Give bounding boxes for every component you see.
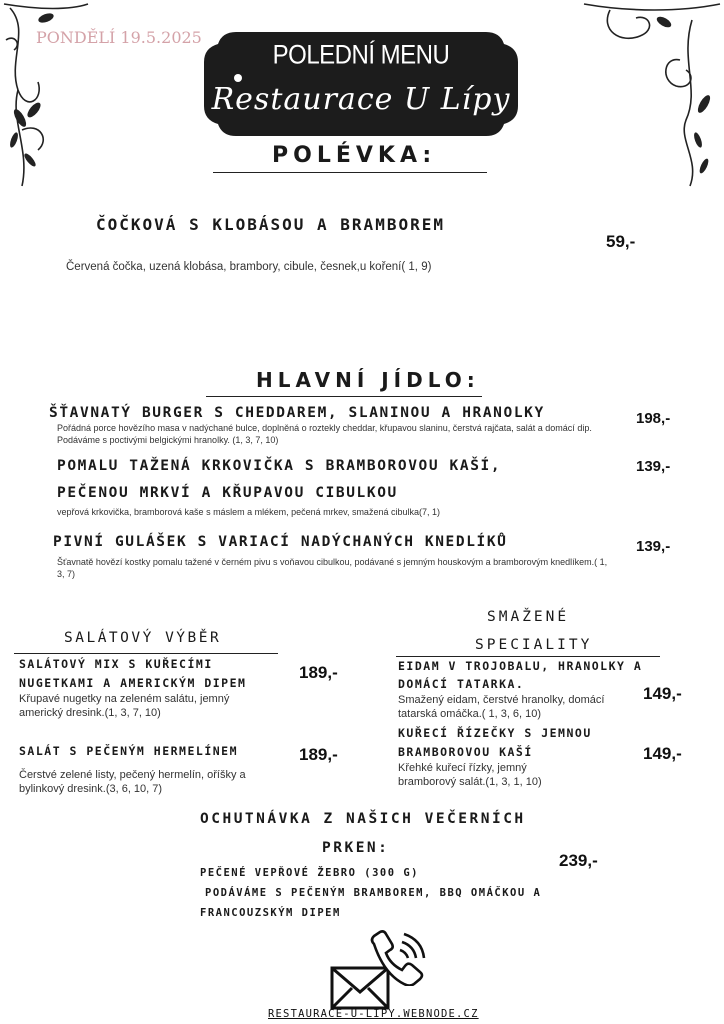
salads-heading: SALÁTOVÝ VÝBĚR — [64, 630, 222, 646]
banner-restaurant-name: Restaurace U Lípy — [211, 82, 511, 117]
salad-2-price: 189,- — [299, 745, 338, 764]
soup-heading-rule — [213, 172, 487, 173]
main-item-3-description: Šťavnatě hovězí kostky pomalu tažené v černém pivu s voňavou cibulkou, podávané s jemným houskovým a bramborovým knedlíkem.( 1, 3, 7) — [57, 557, 608, 579]
fried-heading-line2: SPECIALITY — [475, 637, 593, 653]
salad-1-price: 189,- — [299, 663, 338, 682]
banner-title: POLEDNÍ MENU — [272, 40, 450, 71]
main-item-1-description: Pořádná porce hovězího masa v nadýchané bulce, doplněná o roztekly cheddar, křupavou slaninu, čerstvá rajčata, salát a domácí dip. Podáváme s poctivými belgickými hranolky. (1, 3, 7, 10) — [57, 423, 592, 445]
main-heading-rule — [206, 396, 482, 397]
menu-date: PONDĚLÍ 19.5.2025 — [36, 28, 202, 47]
evening-heading-line1: OCHUTNÁVKA Z NAŠICH VEČERNÍCH — [200, 811, 526, 827]
evening-item-line1: PEČENÉ VEPŘOVÉ ŽEBRO (300 G) — [200, 867, 420, 879]
fried-heading-rule — [396, 656, 660, 657]
main-item-1-name: ŠŤAVNATÝ BURGER S CHEDDAREM, SLANINOU A HRANOLKY — [49, 405, 545, 421]
main-item-2-name-line1: POMALU TAŽENÁ KRKOVIČKA S BRAMBOROVOU KAŠÍ, — [57, 458, 502, 474]
salad-1-description: Křupavé nugetky na zeleném salátu, jemný americký dresink.(1, 3, 7, 10) — [19, 693, 230, 719]
salad-2-name: SALÁT S PEČENÝM HERMELÍNEM — [19, 744, 239, 758]
evening-price: 239,- — [559, 851, 598, 870]
main-item-3-name: PIVNÍ GULÁŠEK S VARIACÍ NADÝCHANÝCH KNEDLÍKŮ — [53, 534, 508, 550]
fried-1-name-line1: EIDAM V TROJOBALU, HRANOLKY A — [398, 659, 643, 673]
main-item-1-price: 198,- — [636, 410, 671, 427]
soup-heading: POLÉVKA: — [272, 143, 437, 168]
main-item-2-price: 139,- — [636, 458, 671, 475]
main-item-2-description: vepřová krkovička, bramborová kaše s máslem a mlékem, pečená mrkev, smažená cibulka(7, 1) — [57, 507, 440, 517]
evening-item-line3: FRANCOUZSKÝM DIPEM — [200, 907, 341, 919]
phone-icon — [364, 930, 428, 986]
fried-2-price: 149,- — [643, 744, 682, 763]
soup-price: 59,- — [606, 232, 636, 251]
salad-2-description: Čerstvé zelené listy, pečený hermelín, oříšky a bylinkový dresink.(3, 6, 10, 7) — [19, 769, 246, 795]
corner-ornament-right — [580, 0, 724, 190]
main-heading: HLAVNÍ JÍDLO: — [256, 368, 480, 392]
fried-2-description: Křehké kuřecí řízky, jemný bramborový salát.(1, 3, 1, 10) — [398, 762, 542, 788]
main-item-2-name-line2: PEČENOU MRKVÍ A KŘUPAVOU CIBULKOU — [57, 485, 398, 501]
evening-heading-line2: PRKEN: — [322, 840, 390, 856]
fried-1-price: 149,- — [643, 684, 682, 703]
fried-2-name-line2: BRAMBOROVOU KAŠÍ — [398, 745, 533, 759]
salad-1-name-line2: NUGETKAMI A AMERICKÝM DIPEM — [19, 676, 247, 690]
fried-2-name-line1: KUŘECÍ ŘÍZEČKY S JEMNOU — [398, 726, 592, 740]
title-banner — [200, 26, 522, 142]
salads-heading-rule — [14, 653, 278, 654]
evening-item-line2: PODÁVÁME S PEČENÝM BRAMBOREM, BBQ OMÁČKOU A — [205, 887, 542, 899]
main-item-3-price: 139,- — [636, 538, 671, 555]
soup-name: ČOČKOVÁ S KLOBÁSOU A BRAMBOREM — [96, 215, 445, 234]
fried-1-description: Smažený eidam, čerstvé hranolky, domácí tatarská omáčka.( 1, 3, 6, 10) — [398, 694, 605, 720]
soup-description: Červená čočka, uzená klobása, brambory, cibule, česnek,u koření( 1, 9) — [66, 261, 432, 273]
fried-1-name-line2: DOMÁCÍ TATARKA. — [398, 677, 525, 691]
salad-1-name-line1: SALÁTOVÝ MIX S KUŘECÍMI — [19, 657, 213, 671]
fried-heading-line1: SMAŽENÉ — [487, 609, 570, 625]
website-link[interactable]: RESTAURACE-U-LIPY.WEBNODE.CZ — [268, 1008, 479, 1020]
